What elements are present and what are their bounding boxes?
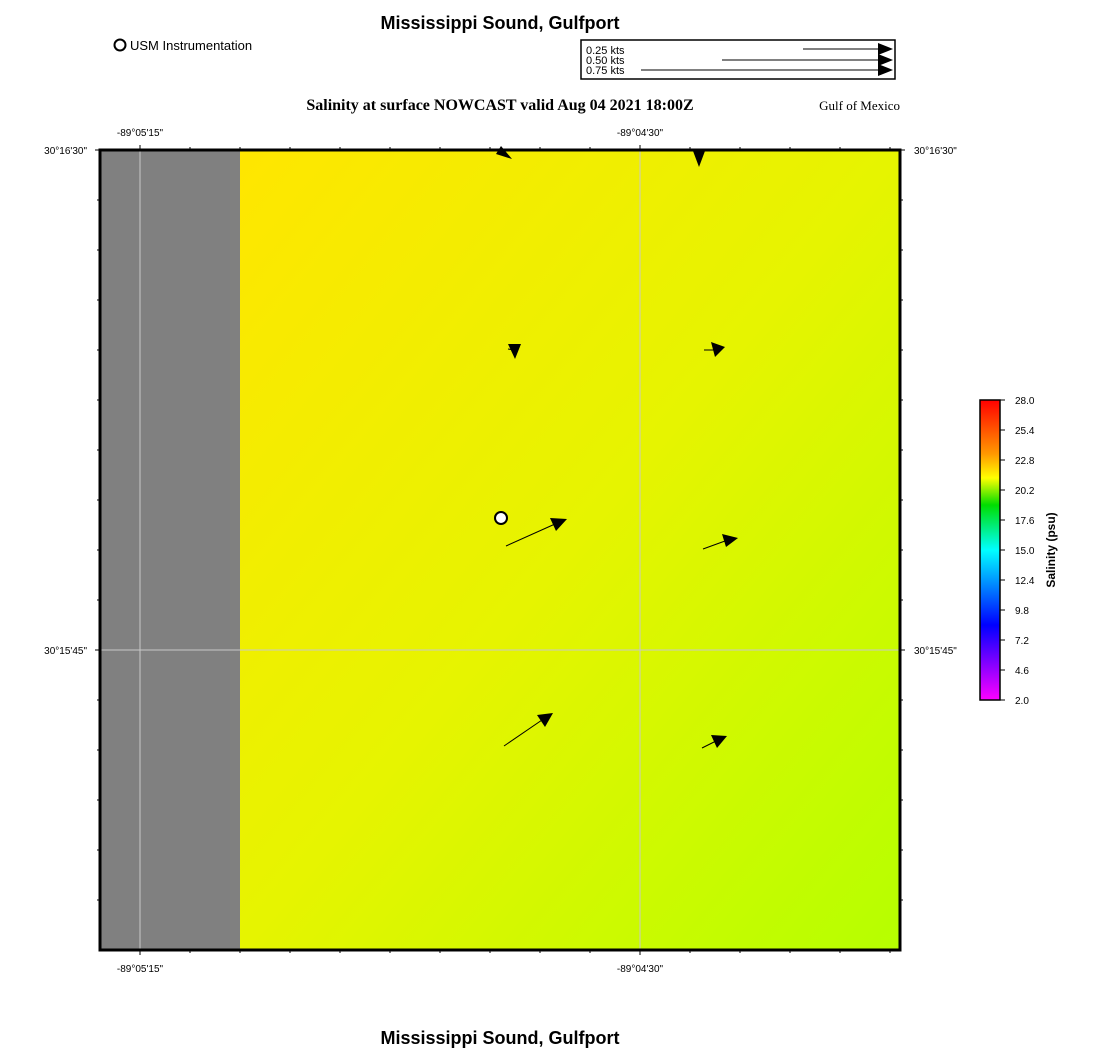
- region-label: Gulf of Mexico: [819, 98, 900, 113]
- colorbar-tick-label: 9.8: [1015, 606, 1029, 617]
- lon-label-bottom-1: -89°05'15": [116, 964, 164, 975]
- instrument-legend: [115, 38, 253, 53]
- map-title: Mississippi Sound, Gulfport: [380, 13, 620, 33]
- colorbar-tick-label: 22.8: [1015, 456, 1035, 467]
- map-area: [100, 146, 900, 950]
- speed-scale-label-1: 0.25 kts: [586, 45, 625, 57]
- lat-label-left-2: 30°15'45": [44, 646, 87, 657]
- lat-label-right-1: 30°16'30": [914, 146, 957, 157]
- colorbar-tick-label: 25.4: [1015, 426, 1035, 437]
- colorbar-title: Salinity (psu): [1044, 512, 1058, 588]
- instrument-marker-icon: [115, 40, 126, 51]
- colorbar-gradient: [980, 400, 1000, 700]
- lat-label-right-2: 30°15'45": [914, 646, 957, 657]
- colorbar-tick-label: 12.4: [1015, 576, 1035, 587]
- speed-scale-label-2: 0.50 kts: [586, 55, 625, 67]
- lon-label-top-1: -89°05'15": [116, 128, 164, 139]
- colorbar-tick-label: 2.0: [1015, 696, 1029, 707]
- lon-label-top-2: -89°04'30": [616, 128, 664, 139]
- land-region: [100, 150, 240, 950]
- colorbar-tick-label: 4.6: [1015, 666, 1029, 677]
- water-salinity-field: [240, 150, 900, 950]
- usm-instrument-marker: [495, 512, 507, 524]
- footer-title: Mississippi Sound, Gulfport: [380, 1028, 620, 1048]
- salinity-colorbar: [980, 396, 1058, 707]
- colorbar-tick-label: 20.2: [1015, 486, 1035, 497]
- colorbar-tick-label: 17.6: [1015, 516, 1035, 527]
- instrument-legend-label: USM Instrumentation: [130, 38, 253, 53]
- speed-scale-label-3: 0.75 kts: [586, 65, 625, 77]
- speed-scale-legend: [581, 40, 895, 79]
- colorbar-tick-label: 15.0: [1015, 546, 1035, 557]
- colorbar-tick-label: 7.2: [1015, 636, 1029, 647]
- map-subtitle: Salinity at surface NOWCAST valid Aug 04 2021 18:00Z: [306, 97, 694, 114]
- colorbar-tick-label: 28.0: [1015, 396, 1035, 407]
- lat-label-left-1: 30°16'30": [44, 146, 87, 157]
- lon-label-bottom-2: -89°04'30": [616, 964, 664, 975]
